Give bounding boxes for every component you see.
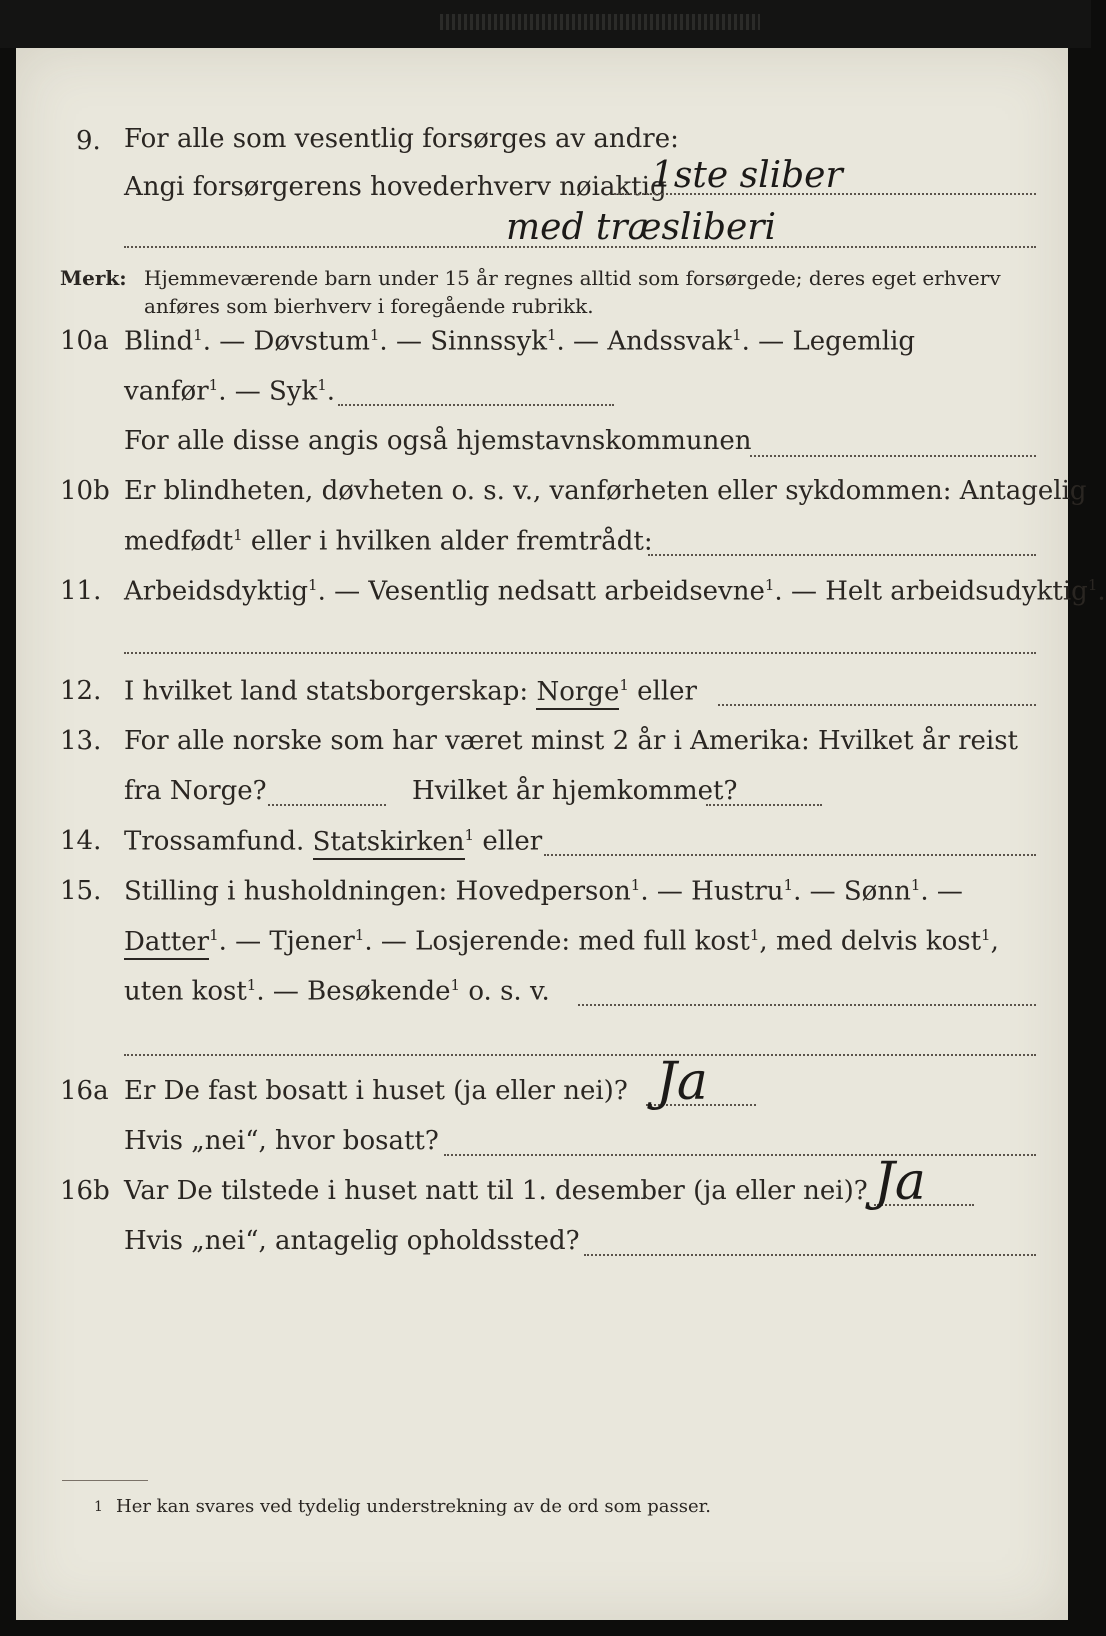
q13-hjemkommet: Hvilket år hjemkommet?	[412, 776, 738, 806]
opt-syk: Syk	[268, 376, 318, 407]
opt-datter-underlined: Datter	[124, 927, 209, 960]
q10b-line2: medfødt$^1$ eller i hvilken alder fremtrådt:	[124, 526, 653, 557]
opt-vanfor: vanfør	[124, 376, 209, 407]
q14-line: Trossamfund. Statskirken$^1$ eller	[124, 828, 542, 855]
q12-number: 12.	[60, 676, 102, 706]
q9-number: 9.	[76, 126, 101, 156]
footnote-mark: 1	[94, 1499, 103, 1515]
opt-nedsatt: Vesentlig nedsatt arbeidsevne	[368, 576, 765, 607]
opt-udyktig: Helt arbeidsudyktig	[825, 576, 1088, 607]
q10a-syk-line	[338, 404, 614, 406]
q16a-answer: Ja	[656, 1052, 708, 1112]
q15-number: 15.	[60, 876, 102, 906]
q16b-answer: Ja	[874, 1152, 926, 1212]
q9-answer1: 1ste sliber	[651, 155, 843, 196]
q10a-number: 10a	[60, 326, 109, 356]
scan-tab	[440, 14, 760, 30]
q15-line2: Datter$^1$. — Tjener$^1$. — Losjerende: med full kost$^1$, med delvis kost$^1$,	[124, 928, 999, 955]
q13-fra-norge: fra Norge?	[124, 776, 267, 806]
q14-number: 14.	[60, 826, 102, 856]
opt-andssvak: Andssvak	[607, 326, 733, 357]
opt-statskirken-underlined: Statskirken	[313, 827, 465, 860]
scan-border-top	[0, 0, 1091, 48]
q11-line1: Arbeidsdyktig$^1$. — Vesentlig nedsatt arbeidsevne$^1$. — Helt arbeidsudyktig$^1$.	[124, 576, 1106, 607]
q13-fra-line	[268, 804, 386, 806]
q10b-answer-line	[648, 554, 1036, 556]
q15-answer-line1	[578, 1004, 1036, 1006]
opt-blind: Blind	[124, 326, 194, 357]
census-form-page	[16, 48, 1106, 1620]
opt-legemlig: Legemlig	[792, 326, 916, 357]
q16a-line2: Hvis „nei“, hvor bosatt?	[124, 1126, 439, 1156]
q12-line: I hvilket land statsborgerskap: Norge$^1$ eller	[124, 678, 697, 705]
merk-line2: anføres som bierhverv i foregående rubrikk.	[144, 294, 594, 318]
opt-norge-underlined: Norge	[536, 677, 619, 710]
opt-dovstum: Døvstum	[253, 326, 370, 357]
q13-hjem-line	[706, 804, 822, 806]
q10a-line3: For alle disse angis også hjemstavnskommunen	[124, 426, 752, 456]
q16a-line1: Er De fast bosatt i huset (ja eller nei)?	[124, 1076, 628, 1106]
q14-answer-line	[544, 854, 1036, 856]
q10b-line1: Er blindheten, døvheten o. s. v., vanførheten eller sykdommen: Antagelig	[124, 476, 1087, 506]
q12-answer-line	[718, 704, 1036, 706]
opt-sinnssyk: Sinnssyk	[430, 326, 547, 357]
q9-line1: For alle som vesentlig forsørges av andre:	[124, 124, 679, 154]
q10a-hjemstavn-line	[750, 455, 1036, 457]
q10b-number: 10b	[60, 476, 110, 506]
q15-line1: Stilling i husholdningen: Hovedperson$^1$. — Hustru$^1$. — Sønn$^1$. —	[124, 876, 963, 907]
opt-arbeidsdyktig: Arbeidsdyktig	[124, 576, 309, 607]
q13-number: 13.	[60, 726, 102, 756]
q11-answer-line	[124, 652, 1036, 654]
footnote-text: Her kan svares ved tydelig understrekning av de ord som passer.	[116, 1496, 711, 1517]
q16a-number: 16a	[60, 1076, 109, 1106]
opt-medfodt: medfødt	[124, 526, 234, 557]
q15-line3: uten kost$^1$. — Besøkende$^1$ o. s. v.	[124, 976, 550, 1007]
q10a-line1: Blind$^1$. — Døvstum$^1$. — Sinnssyk$^1$. — Andssvak$^1$. — Legemlig	[124, 326, 916, 357]
q9-line2: Angi forsørgerens hovederhverv nøiaktig	[124, 172, 667, 202]
q16b-number: 16b	[60, 1176, 110, 1206]
q16b-sted-line	[584, 1254, 1036, 1256]
q11-number: 11.	[60, 576, 102, 606]
q16a-bosatt-line	[444, 1154, 1036, 1156]
q13-line1: For alle norske som har været minst 2 år i Amerika: Hvilket år reist	[124, 726, 1018, 756]
q9-answer2: med træsliberi	[506, 207, 777, 248]
q15-answer-line2	[124, 1054, 1036, 1056]
merk-label: Merk:	[60, 266, 127, 290]
merk-line1: Hjemmeværende barn under 15 år regnes alltid som forsørgede; deres eget erhverv	[144, 266, 1001, 290]
q16b-line1: Var De tilstede i huset natt til 1. desember (ja eller nei)?	[124, 1176, 868, 1206]
q16b-line2: Hvis „nei“, antagelig opholdssted?	[124, 1226, 580, 1256]
footnote-rule	[62, 1480, 148, 1481]
q10a-line2: vanfør$^1$. — Syk$^1$.	[124, 376, 336, 407]
